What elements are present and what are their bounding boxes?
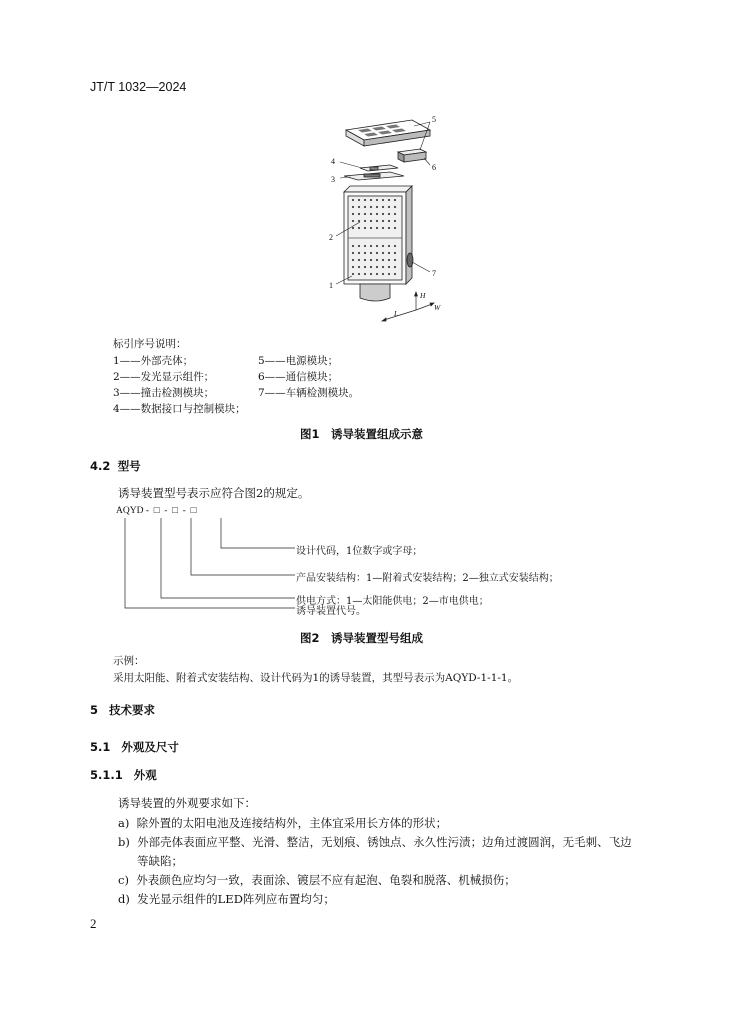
- axis-h-label: H: [420, 291, 426, 300]
- appearance-intro: 诱导装置的外观要求如下：: [118, 796, 256, 810]
- communication-module: [398, 149, 426, 162]
- axis-l-label: L: [394, 309, 399, 318]
- callout-7: 7: [432, 269, 436, 278]
- standard-code-header: JT/T 1032—2024: [90, 80, 187, 94]
- section-number: 5.1: [90, 740, 111, 754]
- solar-panel-module: [346, 120, 430, 146]
- label-device-code: 诱导装置代号。: [296, 606, 366, 617]
- section-number: 5.1.1: [90, 768, 123, 782]
- callout-2: 2: [329, 233, 333, 242]
- example-label: 示例：: [113, 655, 145, 667]
- callout-6: 6: [432, 163, 436, 172]
- requirement-d: d) 发光显示组件的LED阵列应布置均匀；: [118, 892, 335, 906]
- section-4-2-heading: [90, 458, 141, 474]
- placeholder-2: □: [172, 506, 178, 516]
- figure2-caption: 图2 诱导装置型号组成: [300, 631, 424, 645]
- legend-item-5: 5——电源模块；: [258, 355, 339, 367]
- section-title: 外观: [133, 768, 157, 782]
- label-power-supply: 供电方式：1—太阳能供电；2—市电供电；: [296, 596, 489, 607]
- callout-1: 1: [329, 281, 333, 290]
- section-title: 技术要求: [108, 703, 155, 717]
- section-title: 型号: [117, 459, 141, 473]
- section-number: 4.2: [90, 459, 111, 473]
- requirement-c: c) 外表颜色应均匀一致，表面涂、镀层不应有起泡、龟裂和脱落、机械损伤；: [118, 873, 516, 887]
- callout-3: 3: [331, 175, 335, 184]
- section-5-1-heading: [90, 739, 179, 755]
- legend-item-1: 1——外部壳体；: [113, 355, 194, 367]
- legend-item-3: 3——撞击检测模块；: [113, 387, 215, 399]
- page-number: 2: [90, 916, 97, 931]
- outer-housing: [344, 186, 413, 301]
- requirement-a: a) 除外置的太阳电池及连接结构外，主体宜采用长方体的形状；: [118, 816, 448, 830]
- placeholder-3: □: [190, 506, 197, 516]
- section-number: 5: [90, 703, 99, 717]
- requirement-b: b) 外部壳体表面应平整、光滑、整洁，无划痕、锈蚀点、永久性污渍；边角过渡圆润，无毛刺、飞边: [118, 835, 632, 849]
- section-title: 外观及尺寸: [121, 740, 179, 754]
- code-prefix: AQYD: [116, 506, 144, 516]
- callout-5: 5: [432, 115, 436, 124]
- legend-item-7: 7——车辆检测模块。: [258, 387, 360, 399]
- label-install-structure: 产品安装结构：1—附着式安装结构；2—独立式安装结构；: [296, 573, 559, 584]
- label-design-code: 设计代码，1位数字或字母；: [296, 546, 423, 557]
- figure1-caption: 图1 诱导装置组成示意: [300, 427, 424, 441]
- section-5-1-1-heading: [90, 767, 157, 783]
- model-code-line: AQYD - □ - □ - □: [116, 506, 197, 516]
- example-text: 采用太阳能、附着式安装结构、设计代码为1的诱导装置，其型号表示为AQYD-1-1-1。: [113, 672, 519, 684]
- legend-item-2: 2——发光显示组件；: [113, 371, 215, 383]
- callout-4: 4: [331, 157, 335, 166]
- legend-item-6: 6——通信模块；: [258, 371, 339, 383]
- figure1-device-drawing: [320, 112, 460, 324]
- placeholder-1: □: [153, 506, 160, 516]
- section-4-2-text: 诱导装置型号表示应符合图2的规定。: [118, 486, 310, 500]
- axis-w-label: W: [434, 303, 441, 312]
- section-5-heading: [90, 702, 155, 718]
- figure2-leader-lines: [110, 518, 310, 614]
- legend-title: 标引序号说明：: [113, 338, 187, 350]
- requirement-b-continued: 等缺陷；: [137, 854, 183, 868]
- legend-item-4: 4——数据接口与控制模块；: [113, 403, 246, 415]
- control-and-collision-modules: [344, 165, 404, 180]
